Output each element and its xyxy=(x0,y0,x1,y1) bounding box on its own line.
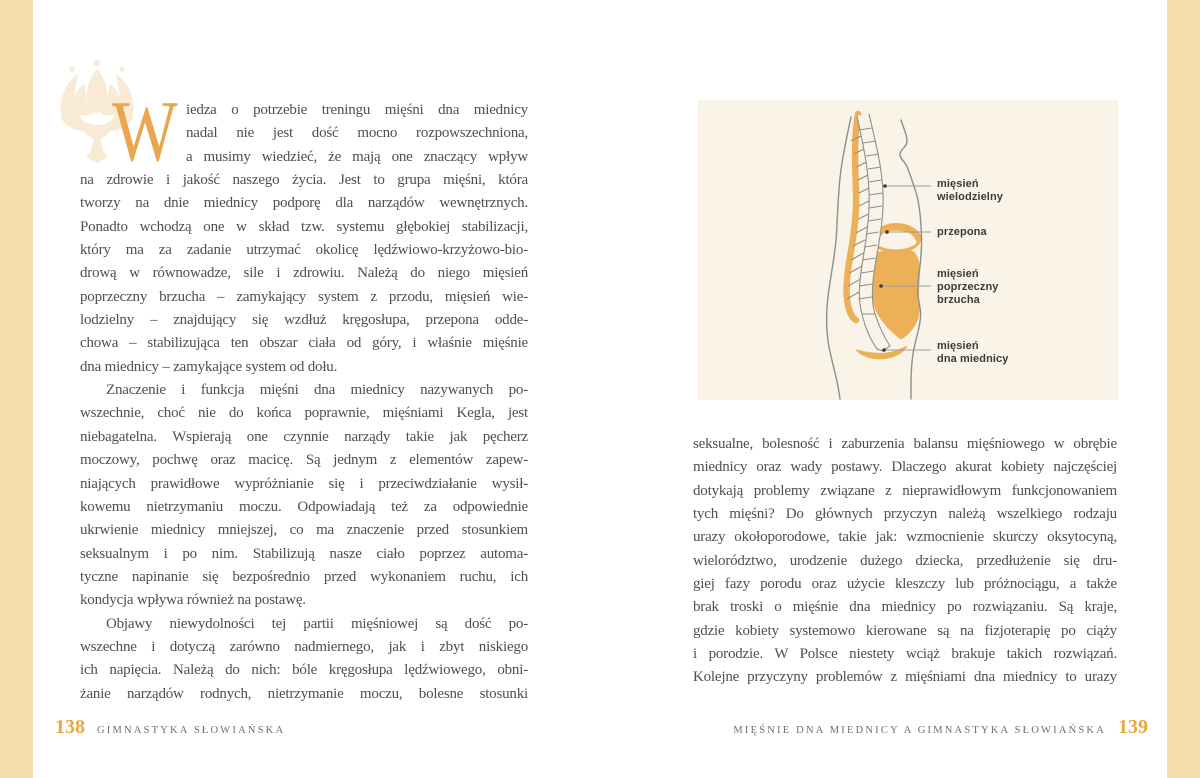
text-line: urazy okołoporodowe, takie jak: wzmocnienie skurczy oksytocyną, xyxy=(693,529,1117,546)
text-line: Znaczenie i funkcja mięśni dna miednicy nazywanych po- xyxy=(106,382,528,399)
text-line: seksualne, bolesność i zaburzenia balansu mięśniowego w obrębie xyxy=(693,436,1117,452)
diagram-label-wielodzielny xyxy=(937,178,1003,204)
left-page-footer xyxy=(55,716,285,739)
diagram-label-line: dna miednicy xyxy=(937,352,1009,365)
diagram-label-przepona xyxy=(937,226,987,239)
text-line: kowemu nietrzymaniu moczu. Odpowiadają też za odpowiednie xyxy=(80,498,528,515)
drop-cap: W xyxy=(112,82,178,179)
right-text-column xyxy=(693,433,1117,690)
text-line: który ma za zadanie utrzymać okolicę lędźwiowo-krzyżowo-bio- xyxy=(80,242,528,259)
text-line: nadal nie jest dość mocno rozpowszechniona, xyxy=(186,125,528,142)
text-line: niających prawidłowe wypróżnianie się i przeciwdziałanie wysił- xyxy=(80,475,528,492)
text-line: brak troski o mięśnie dna miednicy po rozwiązaniu. Są kraje, xyxy=(693,599,1117,616)
text-line: drową w równowadze, sile i zdrowiu. Należą do niego mięsień xyxy=(80,265,528,282)
diagram-label-line: poprzeczny xyxy=(937,280,999,293)
text-line: miednicy oraz wady postawy. Dlaczego akurat kobiety najczęściej xyxy=(693,459,1117,476)
diagram-label-line: mięsień xyxy=(937,340,979,352)
text-line: moczowy, pochwę oraz macicę. Są jednym z elementów zapew- xyxy=(80,452,528,469)
text-line: ich napięcia. Należą do nich: bóle kręgosłupa lędźwiowego, obni- xyxy=(80,662,528,679)
diagram-label-line: przepona xyxy=(937,226,987,238)
diagram-label-poprzeczny xyxy=(937,268,999,306)
text-line: żanie narządów rodnych, nietrzymanie moczu, bolesne stosunki xyxy=(80,685,528,702)
text-line: iedza o potrzebie treningu mięśni dna miednicy xyxy=(186,102,528,118)
text-line: Kolejne przyczyny problemów z mięśniami dna miednicy to urazy xyxy=(693,669,1117,686)
page-number-right: 139 xyxy=(1118,716,1148,738)
text-line: tyczne napinanie się bezpośrednio przed wykonaniem ruchu, ich xyxy=(80,568,528,585)
text-line: i porodzie. W Polsce niestety wciąż brakuje takich rozwiązań. xyxy=(693,646,1117,663)
diagram-label-line: brzucha xyxy=(937,293,980,306)
text-line: wielorództwo, urodzenie dużego dziecka, przedłużenie się dru- xyxy=(693,552,1117,569)
text-line: poprzeczny brzucha – zamykający system z przodu, mięsień wie- xyxy=(80,288,528,305)
diagram-label-line: mięsień xyxy=(937,268,979,280)
text-line: chowa – stabilizująca ten obszar ciała od góry, i właśnie mięśnie xyxy=(80,335,528,352)
text-line: dotykają problemy związane z nieprawidłowym funkcjonowaniem xyxy=(693,482,1117,499)
text-line: seksualnym i po nim. Stabilizują nasze ciało poprzez automa- xyxy=(80,545,528,562)
text-line: giej fazy porodu oraz użycie kleszczy lub próżnociągu, a także xyxy=(693,576,1117,593)
running-head-right: MIĘŚNIE DNA MIEDNICY A GIMNASTYKA SŁOWIAŃSKA xyxy=(733,725,1106,736)
text-line: ukrwienie miednicy mniejszej, co ma znaczenie przed stosunkiem xyxy=(80,522,528,539)
text-line: na zdrowie i jakość naszego życia. Jest to grupa mięśni, która xyxy=(80,172,528,189)
text-line: tworzy na dnie miednicy podporę dla narządów wewnętrznych. xyxy=(80,195,528,212)
diagram-label-dna-miednicy xyxy=(937,340,1009,366)
anatomy-illustration-icon xyxy=(698,100,1118,400)
text-line: a musimy wiedzieć, że mają one znaczący wpływ xyxy=(186,148,528,165)
left-page-edge-band xyxy=(0,0,33,778)
text-line: Ponadto wchodzą one w skład tzw. systemu głębokiej stabilizacji, xyxy=(80,218,528,235)
text-line: dna miednicy – zamykające system od dołu. xyxy=(80,358,338,375)
diagram-label-line: wielodzielny xyxy=(937,190,1003,203)
right-page-footer xyxy=(733,716,1148,739)
diagram-label-line: mięsień xyxy=(937,178,979,190)
running-head-left: GIMNASTYKA SŁOWIAŃSKA xyxy=(97,725,286,736)
anatomy-diagram xyxy=(698,100,1118,400)
text-line: lodzielny – znajdujący się wzdłuż kręgosłupa, przepona odde- xyxy=(80,312,528,329)
text-line: kondycja wpływa również na postawę. xyxy=(80,592,306,609)
text-line: wszechnie, choć nie do końca poprawnie, mięśniami Kegla, jest xyxy=(80,405,528,422)
text-line: tych mięśni? Do głównych przyczyn należą wszelkiego rodzaju xyxy=(693,506,1117,523)
text-line: gdzie kobiety systemowo kierowane są na fizjoterapię po ciąży xyxy=(693,622,1117,639)
text-line: Objawy niewydolności tej partii mięśniowej są dość po- xyxy=(106,615,528,632)
text-line: niebagatelna. Wspierają one czynnie narządy takie jak pęcherz xyxy=(80,428,528,445)
page-number-left: 138 xyxy=(55,716,85,738)
text-line: wszechne i dotyczą zarówno nadmiernego, jak i zbyt niskiego xyxy=(80,638,528,655)
left-text-column xyxy=(80,99,528,706)
right-page-edge-band xyxy=(1167,0,1200,778)
